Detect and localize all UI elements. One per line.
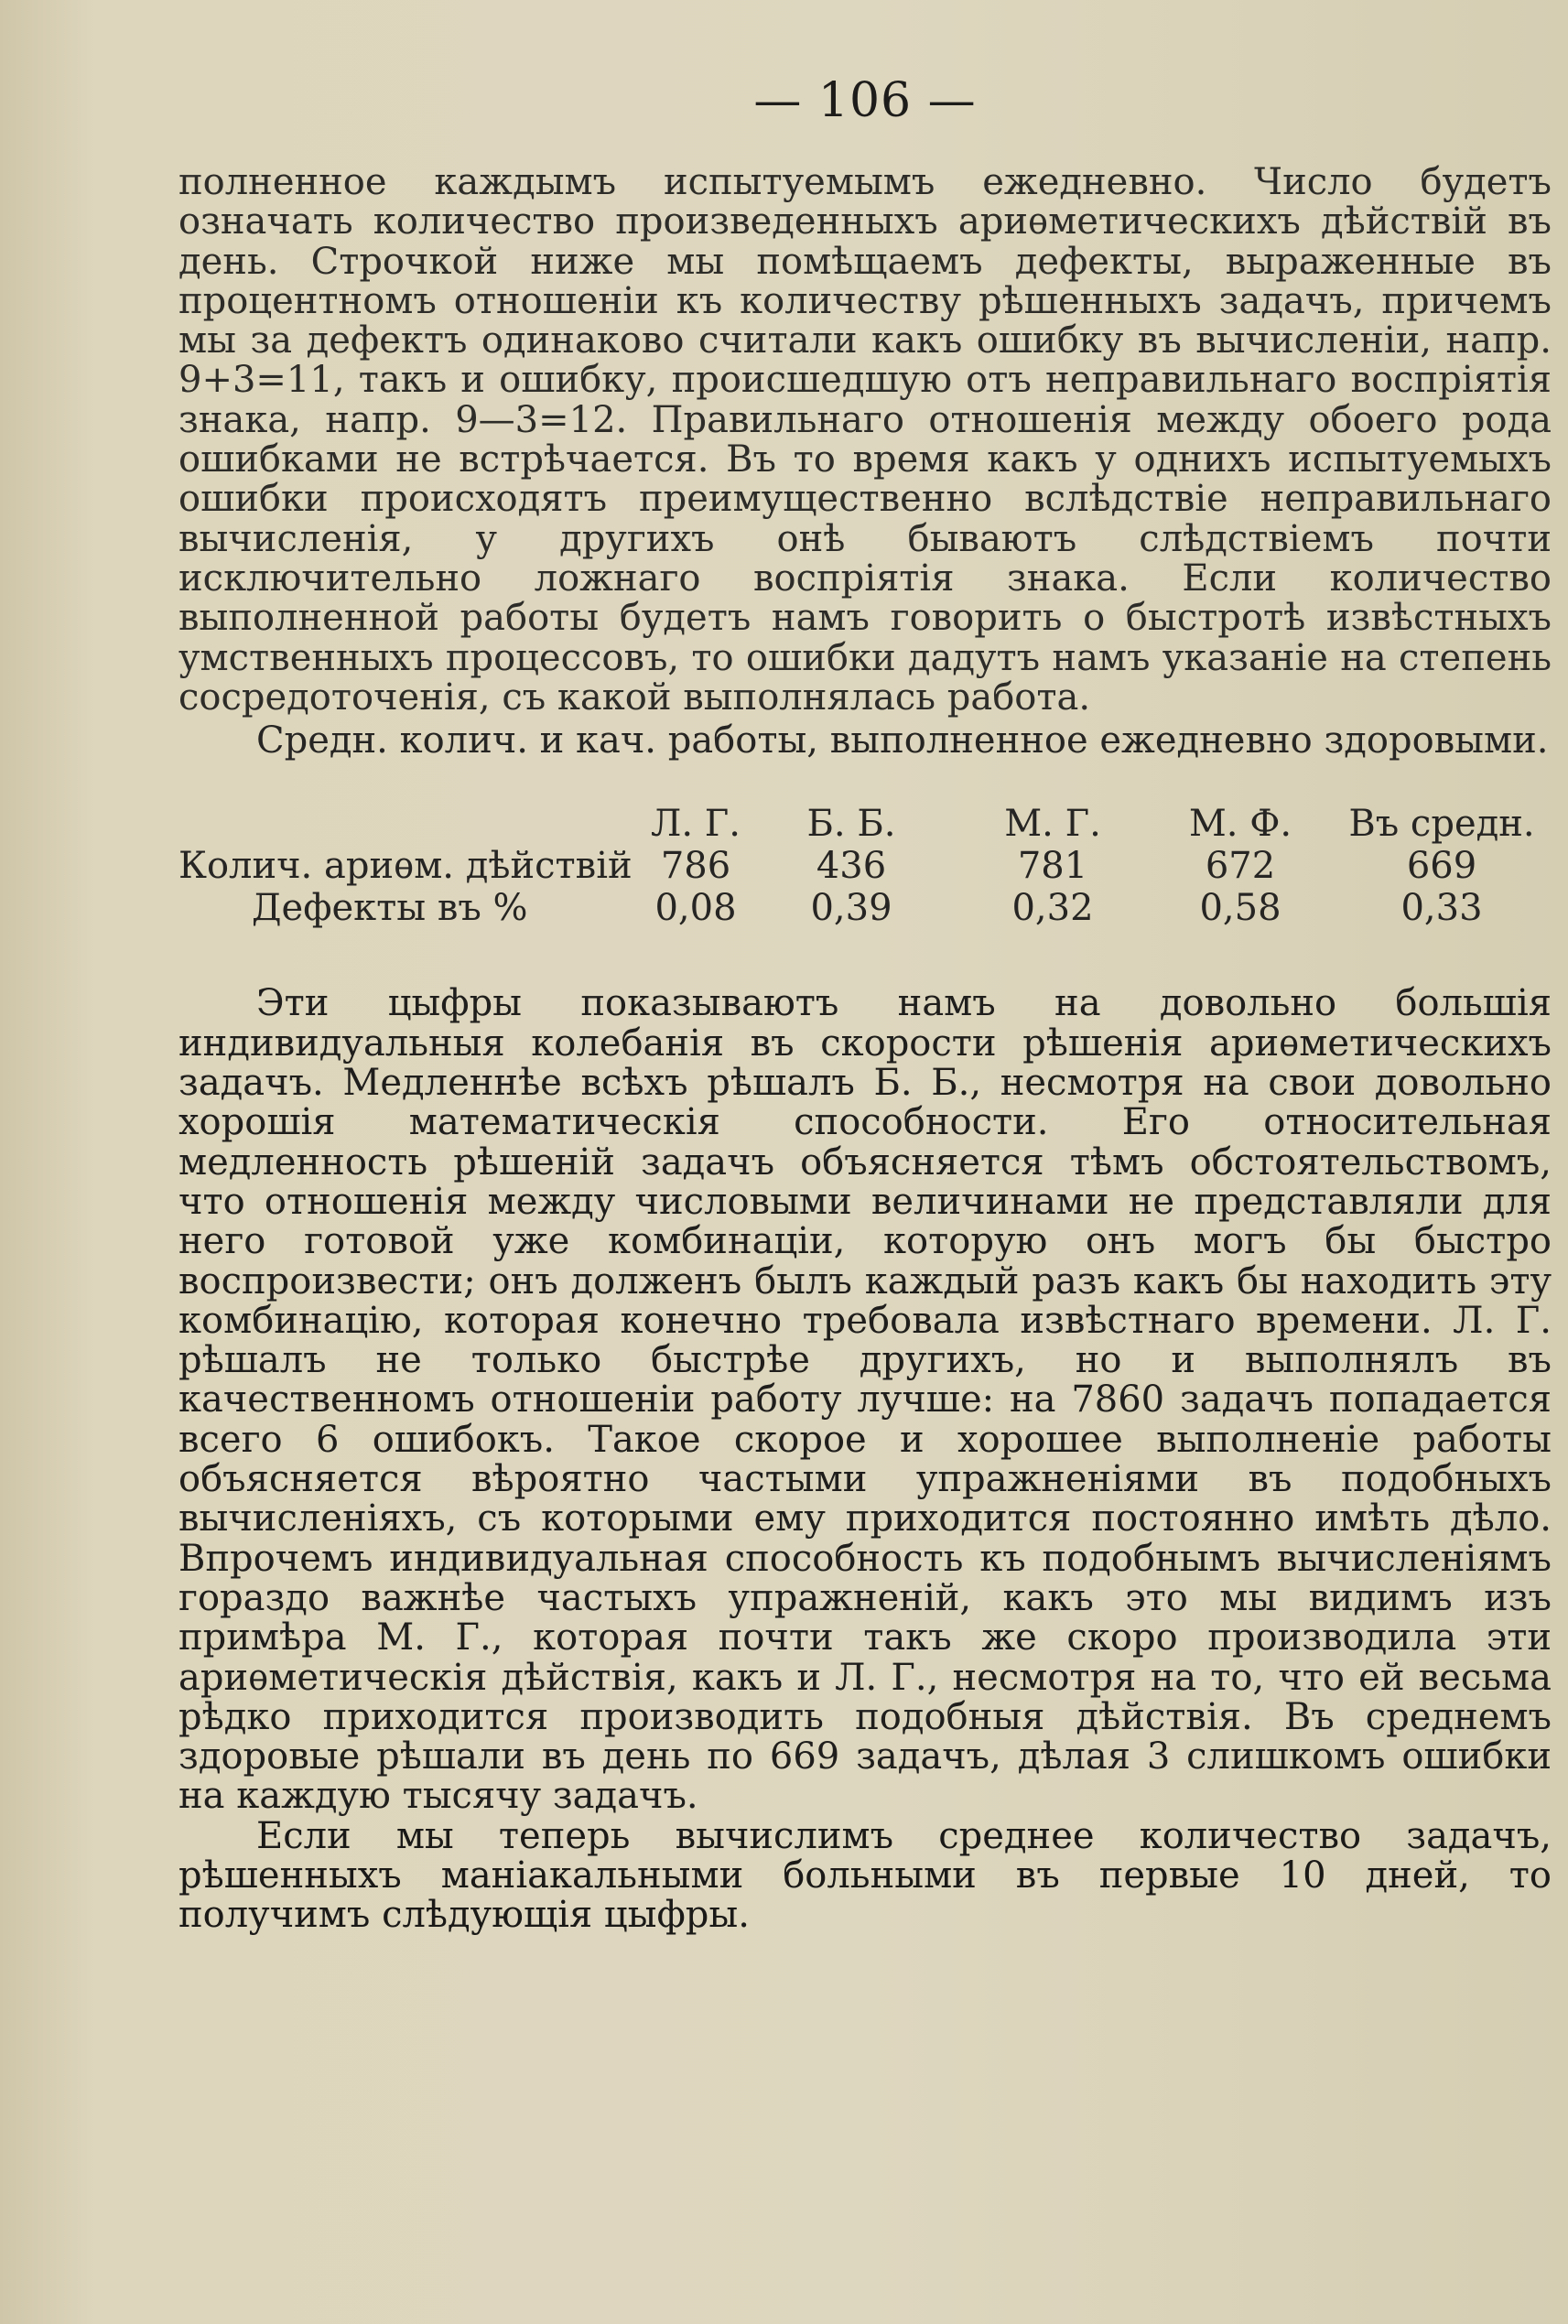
paragraph-discussion: Эти цыфры показываютъ намъ на довольно большія индивидуальныя колебанія въ скорости рѣшенія ариѳметическихъ задачъ. Медленнѣе всѣхъ рѣшалъ Б. Б., несмотря на свои довольно хорошія математическія способности. Его относительная медленность рѣшеній задачъ объясняется тѣмъ обстоятельствомъ, что отношенія между числовыми величинами не представляли для него готовой уже комбинаціи, которую онъ могъ бы быстро воспроизвести; онъ долженъ былъ каждый разъ какъ бы находить эту комбинацію, которая конечно требовала извѣстнаго времени. Л. Г. рѣшалъ не только быстрѣе другихъ, но и выполнялъ въ качественномъ отношеніи работу лучше: на 7860 задачъ попадается всего 6 ошибокъ. Такое скорое и хорошее выполненіе работы объясняется вѣроятно частыми упражненіями въ подобныхъ вычисленіяхъ, съ которыми ему приходится постоянно имѣть дѣло. Впрочемъ индивидуальная способность къ подобнымъ вычисленіямъ гораздо важнѣе частыхъ упражненій, какъ это мы видимъ изъ примѣра М. Г., которая почти такъ же скоро производила эти ариѳметическія дѣйствія, какъ и Л. Г., несмотря на то, что ей весьма рѣдко приходится производить подобныя дѣйствія. Въ среднемъ здоровые рѣшали въ день по 669 задачъ, дѣлая 3 слишкомъ ошибки на каждую тысячу задачъ. <box>178 982 1552 1818</box>
table-cell: 669 <box>1406 845 1477 888</box>
table-header-blank <box>178 803 645 845</box>
table-cell: 672 <box>1205 845 1276 888</box>
paragraph-continued: полненное каждымъ испытуемымъ ежедневно. Число будетъ означать количество произведенныхъ ариѳметическихъ дѣйствій въ день. Строчкой ниже мы помѣщаемъ дефекты, выраженные въ процентномъ отношеніи къ количеству рѣшенныхъ задачъ, причемъ мы за дефектъ одинаково считали какъ ошибку въ вычисленіи, напр. 9+3=11, такъ и ошибку, происшедшую отъ неправильнаго воспріятія знака, напр. 9—3=12. Правильнаго отношенія между обоего рода ошибками не встрѣчается. Въ то время какъ у однихъ испытуемыхъ ошибки происходятъ преимущественно вслѣдствіе неправильнаго вычисленія, у другихъ онѣ бываютъ слѣдствіемъ почти исключительно ложнаго воспріятія знака. Если количество выполненной работы будетъ намъ говорить о быстротѣ извѣстныхъ умственныхъ процессовъ, то ошибки дадутъ намъ указаніе на степень сосредоточенія, съ какой выполнялась работа. <box>178 161 1552 719</box>
table-header-lg: Л. Г. <box>650 803 741 846</box>
table-header-bb: Б. Б. <box>806 803 896 846</box>
table-cell: 781 <box>1017 845 1088 888</box>
table-header-row <box>178 803 1552 845</box>
table-cell: 436 <box>816 845 887 888</box>
results-table-container <box>178 803 1552 929</box>
table-cell: 0,58 <box>1199 887 1281 930</box>
page-number: — 106 — <box>753 73 977 128</box>
table-cell: 0,33 <box>1400 887 1483 930</box>
paragraph-closing: Если мы теперь вычислимъ среднее количество задачъ, рѣшенныхъ маніакальными больными въ первые 10 дней, то получимъ слѣдующія цыфры. <box>178 1814 1552 1937</box>
table-cell: 0,08 <box>654 887 737 930</box>
table-cell: 0,39 <box>810 887 892 930</box>
table-caption: Средн. колич. и кач. работы, выполненное ежедневно здоровыми. <box>256 719 1549 762</box>
row-label-quantity: Колич. ариѳм. дѣйствій <box>178 845 633 888</box>
table-header-mf: М. Ф. <box>1188 803 1292 846</box>
text-column <box>178 73 1552 1936</box>
table-row <box>178 887 1552 929</box>
table-row <box>178 845 1552 887</box>
results-table <box>178 803 1552 929</box>
table-header-average: Въ средн. <box>1348 803 1535 846</box>
table-cell: 0,32 <box>1011 887 1094 930</box>
row-label-defects: Дефекты въ % <box>252 887 528 930</box>
table-cell: 786 <box>660 845 731 888</box>
table-header-mg: М. Г. <box>1004 803 1101 846</box>
